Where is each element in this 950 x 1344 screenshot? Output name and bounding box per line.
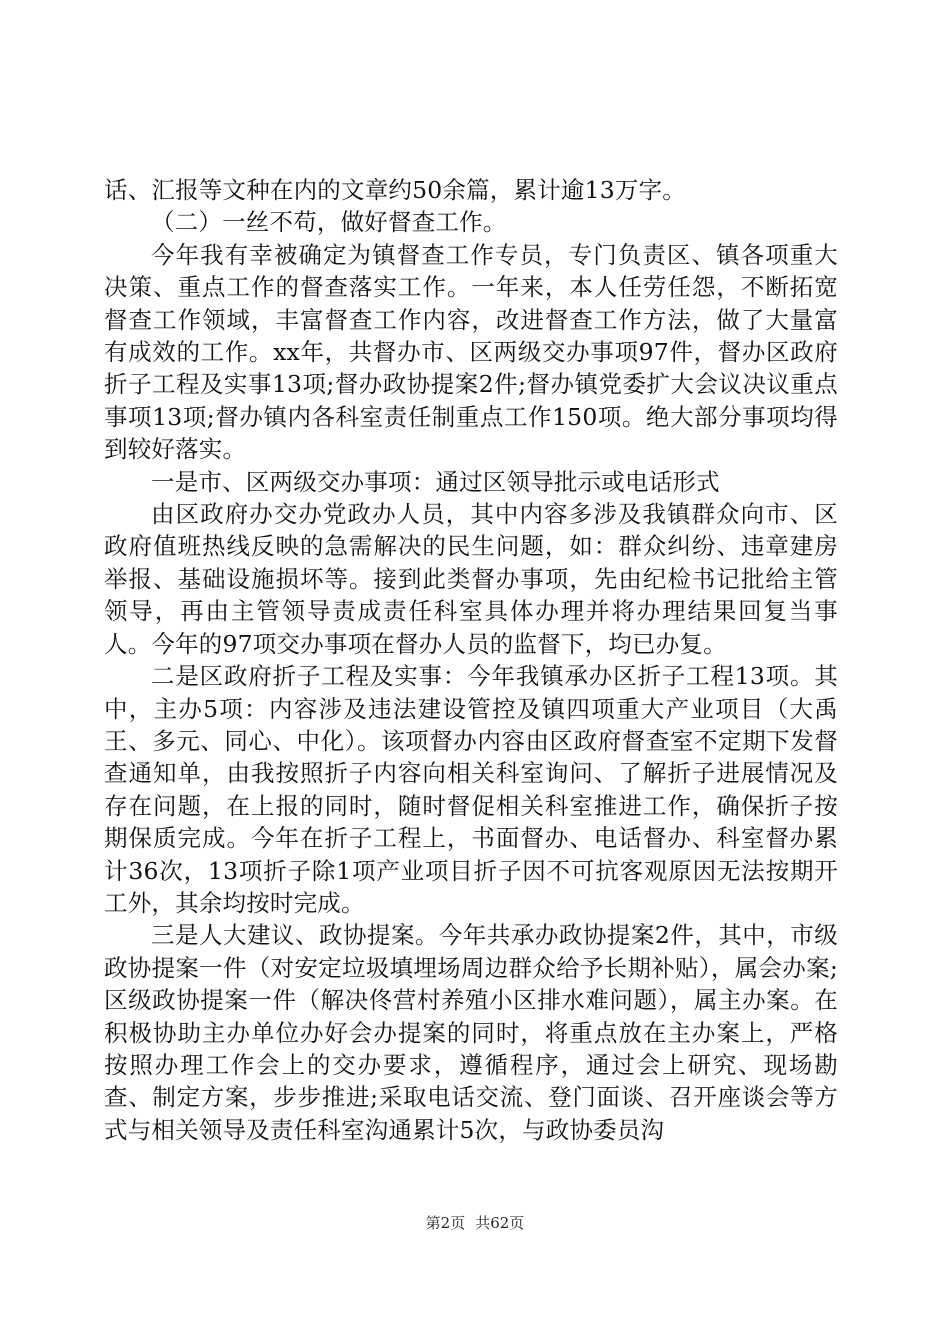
paragraph-item-two: 二是区政府折子工程及实事：今年我镇承办区折子工程13项。其中，主办5项：内容涉及违法建设管控及镇四项重大产业项目（大禹王、多元、同心、中化）。该项督办内容由区政府督查室不定期下发督查通知单，由我按照折子内容向相关科室询问、了解折子进展情况及存在问题，在上报的同时，随时督促相关科室推进工作，确保折子按期保质完成。今年在折子工程上，书面督办、电话督办、科室督办累计36次，13项折子除1项产业项目折子因不可抗客观原因无法按期开工外，其余均按时完成。 [104,662,838,917]
paragraph-continuation: 话、汇报等文种在内的文章约50余篇，累计逾13万字。 [104,176,687,204]
paragraph-item-three: 三是人大建议、政协提案。今年共承办政协提案2件，其中，市级政协提案一件（对安定垃圾填埋场周边群众给予长期补贴），属会办案;区级政协提案一件（解决佟营村养殖小区排水难问题），属主办案。在积极协助主办单位办好会办提案的同时，将重点放在主办案上，严格按照办理工作会上的交办要求，遵循程序，通过会上研究、现场勘查、制定方案，步步推进;采取电话交流、登门面谈、召开座谈会等方式与相关领导及责任科室沟通累计5次，与政协委员沟 [104,921,838,1144]
page-number: 第2页 [425,1214,466,1232]
section-heading-supervision: （二）一丝不苟，做好督查工作。 [151,208,507,237]
page-total: 共62页 [475,1214,525,1232]
document-body [104,174,838,1146]
page-footer [0,1213,950,1233]
paragraph-supervision-overview: 今年我有幸被确定为镇督查工作专员，专门负责区、镇各项重大决策、重点工作的督查落实工作。一年来，本人任劳任怨，不断拓宽督查工作领域，丰富督查工作内容，改进督查工作方法，做了大量富有成效的工作。xx年，共督办市、区两级交办事项97件，督办区政府折子工程及实事13项;督办政协提案2件;督办镇党委扩大会议决议重点事项13项;督办镇内各科室责任制重点工作150项。绝大部分事项均得到较好落实。 [104,240,838,464]
paragraph-item-one-body: 由区政府办交办党政办人员，其中内容多涉及我镇群众向市、区政府值班热线反映的急需解决的民生问题，如：群众纠纷、违章建房举报、基础设施损坏等。接到此类督办事项，先由纪检书记批给主管领导，再由主管领导责成责任科室具体办理并将办理结果回复当事人。今年的97项交办事项在督办人员的监督下，均已办复。 [104,500,838,658]
paragraph-item-one-heading: 一是市、区两级交办事项：通过区领导批示或电话形式 [151,467,720,496]
